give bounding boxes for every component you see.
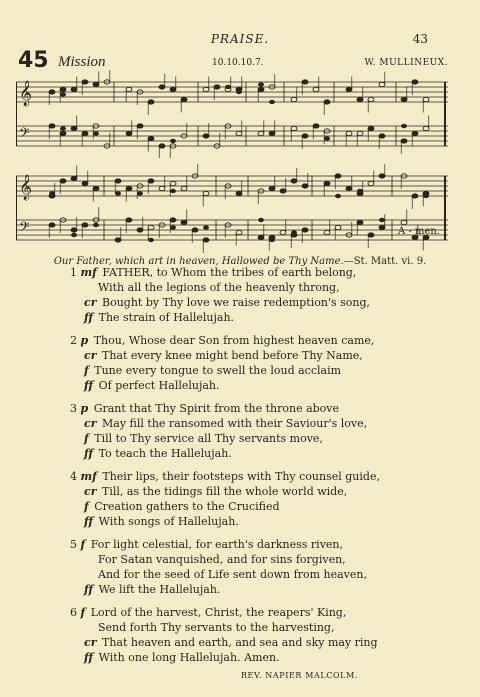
verse-6-line-3 [84,636,378,649]
note-head [302,134,308,138]
note-head [115,238,121,242]
note-head [170,225,176,229]
note-head [379,225,385,229]
note-head [412,80,418,84]
note-head [126,87,132,91]
amen-label: A - men. [398,226,440,237]
note-head [60,179,66,183]
note-head [357,220,363,224]
note-head [258,218,264,222]
verse-text: FATHER, to Whom the tribes of earth belong, [102,266,357,279]
verse-1-line-3 [84,296,370,309]
note-head [82,223,88,227]
dynamic-mark: ff [84,515,94,528]
dynamic-mark: f [84,364,89,377]
dynamic-mark: ff [84,583,94,596]
note-head [203,225,209,229]
dynamic-mark: ff [84,651,94,664]
note-head [137,124,143,128]
verse-4-line-3 [84,500,280,513]
verse-text: That heaven and earth, and sea and sky may ring [102,636,378,649]
verse-text: That every knee might bend before Thy Name, [102,349,363,362]
note-head [302,184,308,188]
verse-6-line-2 [98,621,334,634]
note-head [148,136,154,140]
verse-text: With songs of Hallelujah. [98,515,239,528]
note-head [148,238,154,242]
note-head [159,186,165,190]
note-head [148,179,154,183]
note-head [126,131,132,135]
note-head [357,189,363,193]
verse-text: And for the seed of Life sent down from heaven, [98,568,367,581]
note-head [324,136,330,140]
verse-2-line-2 [84,349,363,362]
verse-4-line-2 [84,485,347,498]
note-head [181,220,187,224]
dynamic-mark: f [80,538,86,551]
author: REV. NAPIER MALCOLM. [240,671,358,680]
note-head [302,80,308,84]
verse-text: With one long Hallelujah. Amen. [98,651,280,664]
note-head [170,189,176,193]
verse-number: 2 [70,334,81,347]
note-head [368,126,374,130]
epigraph: Our Father, which art in heaven, Hallowed be Thy Name.—St. Matt. vi. 9. [53,256,427,267]
note-head [236,230,242,234]
note-head [236,191,242,195]
note-head [368,181,374,185]
note-head [49,124,55,128]
verse-number: 5 [70,538,81,551]
note-head [423,194,429,198]
note-head [159,144,165,148]
note-head [346,87,352,91]
note-head [269,186,275,190]
note-head [203,191,209,195]
music-system-1 [16,70,448,158]
note-head [93,82,99,86]
note-head [170,218,176,222]
note-head [423,126,429,130]
note-head [71,176,77,180]
note-head [379,82,385,86]
note-head [60,126,66,130]
verse-text: Till to Thy service all Thy servants move, [94,432,323,445]
dynamic-mark: mf [80,470,97,483]
note-head [60,92,66,96]
note-head [379,174,385,178]
epigraph-text: Our Father, which art in heaven, Hallowed be Thy Name. [53,256,344,267]
note-head [379,134,385,138]
verse-1-line-2 [98,281,340,294]
verse-text: Their lips, their footsteps with Thy counsel guide, [102,470,380,483]
note-head [335,194,341,198]
epigraph-reference: St. Matt. vi. 9. [353,256,427,267]
note-head [137,191,143,195]
dynamic-mark: ff [84,447,94,460]
verse-6-line-1 [70,606,346,619]
bass-clef-icon: 𝄢 [19,219,30,238]
treble-clef-icon: 𝄞 [19,175,33,200]
note-head [115,191,121,195]
note-head [335,225,341,229]
score-system-2 [16,164,448,254]
note-head [181,97,187,101]
verse-2-line-3 [84,364,341,377]
verse-3-line-1 [70,402,339,415]
dynamic-mark: ff [84,379,94,392]
verse-text: The strain of Hallelujah. [98,311,235,324]
note-head [324,100,330,104]
note-head [280,230,286,234]
bass-clef-icon: 𝄢 [19,125,30,144]
note-head [258,235,264,239]
note-head [170,181,176,185]
verse-1-line-1 [70,266,356,279]
verse-text: Till, as the tidings fill the whole world wide, [102,485,348,498]
note-head [126,218,132,222]
note-head [313,124,319,128]
dynamic-mark: ff [84,311,94,324]
note-head [148,100,154,104]
verse-text: For light celestial, for earth's darkness riven, [90,538,344,551]
note-head [49,90,55,94]
note-head [82,131,88,135]
note-head [49,223,55,227]
verse-2-line-4 [84,379,220,392]
dynamic-mark: p [80,402,89,415]
note-head [60,87,66,91]
note-head [401,97,407,101]
verse-1-line-4 [84,311,234,324]
note-head [269,238,275,242]
verse-text: May fill the ransomed with their Saviour's love, [102,417,368,430]
note-head [291,126,297,130]
verse-text: Thou, Whose dear Son from highest heaven came, [93,334,375,347]
note-head [269,131,275,135]
note-head [368,233,374,237]
note-head [192,228,198,232]
note-head [236,90,242,94]
note-head [82,80,88,84]
note-head [258,87,264,91]
note-head [302,228,308,232]
verse-number: 3 [70,402,81,415]
note-head [291,230,297,234]
note-head [357,131,363,135]
note-head [225,85,231,89]
note-head [280,189,286,193]
note-head [423,97,429,101]
verse-2-line-1 [70,334,374,347]
dynamic-mark: cr [84,417,97,430]
dynamic-mark: cr [84,485,97,498]
verse-text: For Satan vanquished, and for sins forgiven, [98,553,346,566]
note-head [71,87,77,91]
verse-3-line-3 [84,432,323,445]
note-head [313,87,319,91]
note-head [236,131,242,135]
note-head [401,139,407,143]
note-head [170,87,176,91]
note-head [115,179,121,183]
verse-text: Bought by Thy love we raise redemption's song, [102,296,370,309]
verse-text: Send forth Thy servants to the harvesting, [98,621,335,634]
verse-4-line-1 [70,470,380,483]
meter: 10.10.10.7. [212,58,264,68]
note-head [82,181,88,185]
note-head [368,97,374,101]
note-head [126,186,132,190]
note-head [291,179,297,183]
verse-text: Grant that Thy Spirit from the throne above [93,402,340,415]
note-head [401,220,407,224]
verse-text: Creation gathers to the Crucified [94,500,280,513]
verse-number: 4 [70,470,81,483]
verse-text: To teach the Hallelujah. [98,447,232,460]
verse-3-line-2 [84,417,367,430]
note-head [412,194,418,198]
note-head [335,174,341,178]
note-head [412,131,418,135]
note-head [93,131,99,135]
page-number: 43 [412,32,428,46]
note-head [214,85,220,89]
composer: W. MULLINEUX. [364,58,448,68]
dynamic-mark: f [84,432,89,445]
note-head [291,97,297,101]
dynamic-mark: f [80,606,86,619]
hymn-number: 45 [18,48,49,73]
verse-number: 1 [70,266,81,279]
dynamic-mark: p [80,334,89,347]
note-head [148,225,154,229]
note-head [137,228,143,232]
music-system-2 [16,164,448,254]
score-system-1 [16,70,448,158]
dynamic-mark: f [84,500,89,513]
treble-clef-icon: 𝄞 [19,81,33,106]
note-head [71,126,77,130]
verse-6-line-4 [84,651,280,664]
verse-number: 6 [70,606,81,619]
note-head [258,131,264,135]
note-head [159,85,165,89]
note-head [401,124,407,128]
note-head [60,131,66,135]
dynamic-mark: cr [84,349,97,362]
note-head [346,186,352,190]
note-head [258,82,264,86]
note-head [346,131,352,135]
verse-text: We lift the Hallelujah. [98,583,221,596]
verse-5-line-2 [98,553,346,566]
note-head [203,134,209,138]
verse-text: Of perfect Hallelujah. [98,379,220,392]
verse-5-line-1 [70,538,343,551]
verse-5-line-3 [98,568,367,581]
note-head [324,230,330,234]
note-head [203,87,209,91]
dynamic-mark: cr [84,296,97,309]
note-head [269,100,275,104]
verse-5-line-4 [84,583,220,596]
note-head [357,97,363,101]
note-head [324,181,330,185]
note-head [49,191,55,195]
note-head [379,218,385,222]
note-head [93,186,99,190]
verse-text: Lord of the harvest, Christ, the reapers' King, [90,606,347,619]
note-head [71,228,77,232]
page-header [0,32,480,50]
dynamic-mark: cr [84,636,97,649]
note-head [170,139,176,143]
verse-text: With all the legions of the heavenly throng, [98,281,340,294]
note-head [181,186,187,190]
note-head [71,233,77,237]
verse-3-line-4 [84,447,232,460]
section-title: PRAISE. [210,32,270,46]
verse-text: Tune every tongue to swell the loud acclaim [94,364,342,377]
note-head [203,238,209,242]
verse-4-line-4 [84,515,239,528]
tune-name: Mission [58,54,106,70]
dynamic-mark: mf [80,266,97,279]
note-head [93,223,99,227]
